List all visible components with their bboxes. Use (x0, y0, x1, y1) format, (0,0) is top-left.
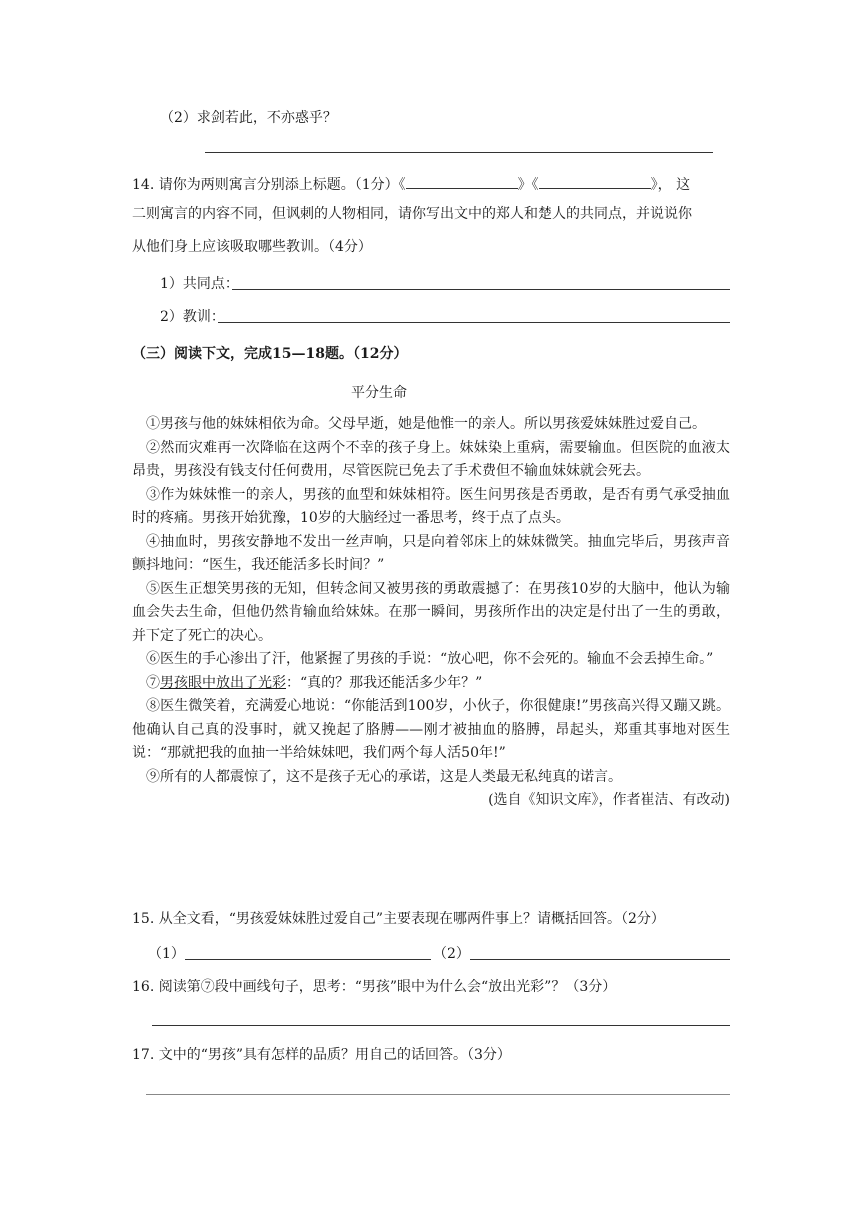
passage-paragraph-1: ①男孩与他的妹妹相依为命。父母早逝，她是他惟一的亲人。所以男孩爱妹妹胜过爱自己。 (146, 416, 706, 432)
passage-paragraph-4: ④抽血时，男孩安静地不发出一丝声响，只是向着邻床上的妹妹微笑。抽血完毕后，男孩声音颤抖地问：“医生，我还能活多长时间？” (132, 533, 730, 573)
q15-text: 15. 从全文看，“男孩爱妹妹胜过爱自己”主要表现在哪两件事上？请概括回答。（2分） (132, 911, 665, 927)
q17-answer-line[interactable] (146, 1094, 730, 1095)
q14-lead: 14. 请你为两则寓言分别添上标题。（1分）《 (132, 177, 406, 193)
q13-answer-line[interactable] (205, 152, 713, 153)
q15-label-2: （2） (433, 946, 470, 962)
q14-common-label: 1）共同点： (160, 276, 239, 292)
q16-text: 16. 阅读第⑦段中画线句子，思考：“男孩”眼中为什么会“放出光彩”？（3分） (132, 979, 617, 995)
passage-paragraph-3: ③作为妹妹惟一的亲人，男孩的血型和妹妹相符。医生问男孩是否勇敢，是否有勇气承受抽血时的疼痛。男孩开始犹豫，10岁的大脑经过一番思考，终于点了点头。 (132, 486, 730, 526)
passage-paragraph-6: ⑥医生的手心渗出了汗，他紧握了男孩的手说：“放心吧，你不会死的。输血不会丢掉生命。” (146, 651, 714, 667)
passage-paragraph-2: ②然而灾难再一次降临在这两个不幸的孩子身上。妹妹染上重病，需要输血。但医院的血液太昂贵，男孩没有钱支付任何费用，尽管医院已免去了手术费但不输血妹妹就会死去。 (132, 439, 730, 479)
q14-lesson-label: 2）教训： (160, 309, 225, 325)
q17-text: 17. 文中的“男孩”具有怎样的品质？用自己的话回答。（3分） (132, 1047, 511, 1063)
q15-label-1: （1） (148, 946, 185, 962)
q15-answer-line-1[interactable] (185, 959, 431, 960)
q16-answer-line[interactable] (152, 1025, 730, 1026)
section3-heading: （三）阅读下文，完成15—18题。（12分） (132, 346, 408, 362)
passage-paragraph-9: ⑨所有的人都震惊了，这不是孩子无心的承诺，这是人类最无私纯真的诺言。 (146, 768, 622, 785)
underlined-sentence: 男孩眼中放出了光彩 (160, 674, 286, 691)
passage-paragraph-5: ⑤医生正想笑男孩的无知，但转念间又被男孩的勇敢震撼了：在男孩10岁的大脑中，他认为输血会失去生命，但他仍然肯输血给妹妹。在那一瞬间，男孩所作出的决定是付出了一生的勇敢，并下定了死亡的决心。 (132, 580, 730, 644)
title-blank-1[interactable] (406, 172, 518, 189)
q14-line2: 二则寓言的内容不同，但讽刺的人物相同，请你写出文中的郑人和楚人的共同点，并说说你 (132, 206, 692, 222)
q14-lesson-line[interactable] (218, 322, 730, 323)
passage-source: (选自《知识文库》，作者崔洁、有改动) (488, 792, 730, 808)
q15-answer-line-2[interactable] (470, 959, 730, 960)
title-blank-2[interactable] (539, 172, 651, 189)
q14-tail: 》， 这 (650, 177, 691, 193)
q14-line3: 从他们身上应该吸取哪些教训。（4分） (132, 239, 372, 255)
passage-title: 平分生命 (351, 385, 407, 401)
q14-common-line[interactable] (232, 289, 730, 290)
q14-line1 (132, 172, 690, 195)
passage-paragraph-7: ⑦男孩眼中放出了光彩：“真的？那我还能活多少年？” (146, 674, 483, 691)
passage-paragraph-8: ⑧医生微笑着，充满爱心地说：“你能活到100岁，小伙子，你很健康!”男孩高兴得又蹦又跳。他确认自己真的没事时，就又挽起了胳膊——刚才被抽血的胳膊，昂起头，郑重其事地对医生说：“那就把我的血抽一半给妹妹吧，我们两个每人活50年!” (132, 698, 730, 761)
q14-mid: 》《 (517, 177, 539, 193)
passage-body (132, 413, 730, 813)
q13-sub2-text: （2）求剑若此，不亦惑乎？ (160, 110, 337, 126)
